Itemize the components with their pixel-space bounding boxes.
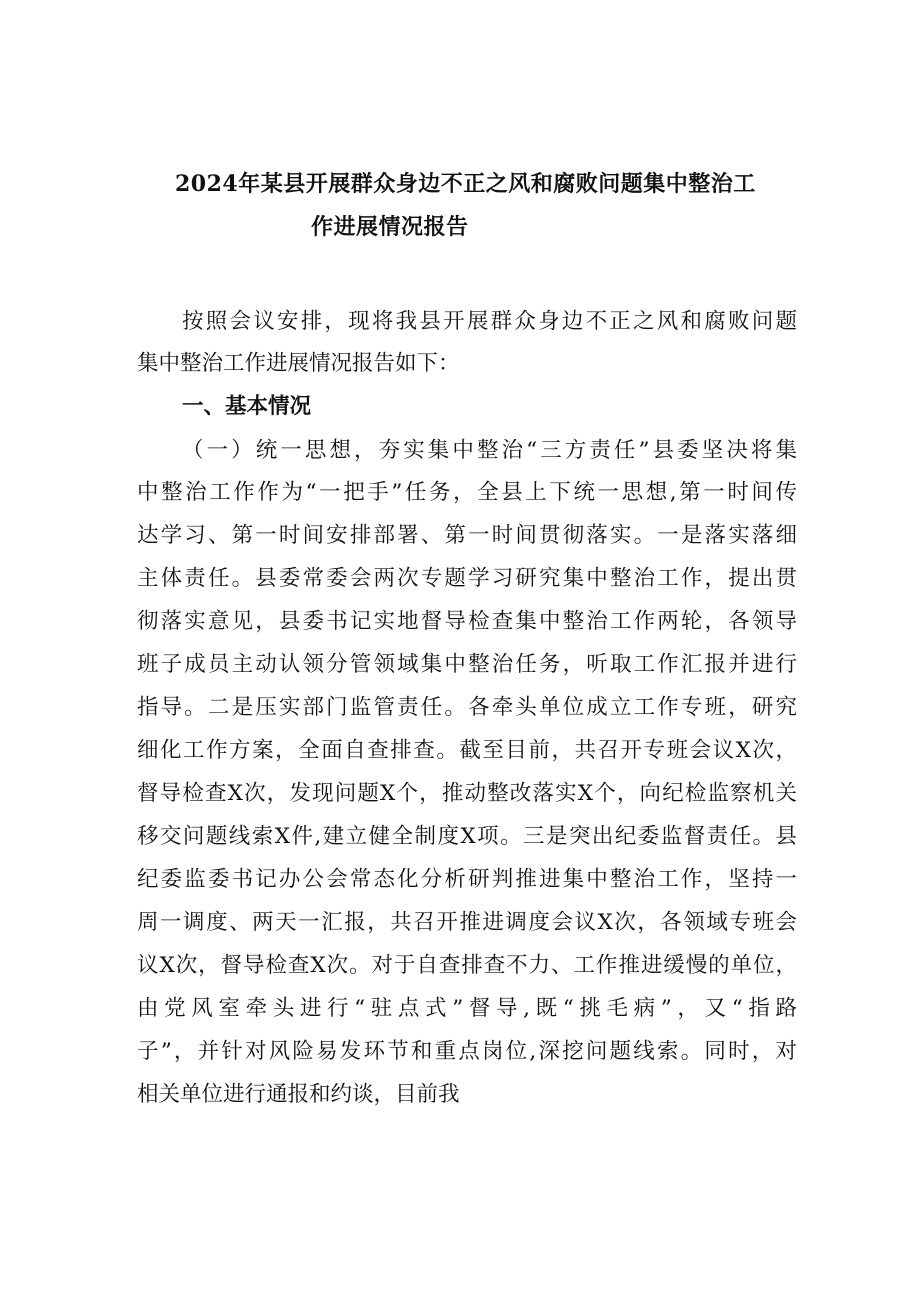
intro-paragraph-line: 集中整治工作进展情况报告如下：: [137, 351, 460, 376]
body-paragraph-line: 周一调度、两天一汇报，共召开推进调度会议X次，各领域专班会: [137, 910, 797, 935]
body-paragraph-line: 达学习、第一时间安排部署、第一时间贯彻落实。一是落实落细: [137, 523, 797, 548]
body-paragraph-line: 移交问题线索X件,建立健全制度X项。三是突出纪委监督责任。县: [137, 824, 797, 849]
document-title-line-2: 作进展情况报告: [311, 214, 469, 240]
intro-paragraph-line: 按照会议安排，现将我县开展群众身边不正之风和腐败问题: [182, 309, 797, 334]
body-paragraph-line: 议X次，督导检查X次。对于自查排查不力、工作推进缓慢的单位，: [137, 953, 797, 978]
body-paragraph-line: 班子成员主动认领分管领域集中整治任务，听取工作汇报并进行: [137, 652, 797, 677]
body-paragraph-line: 中整治工作作为“一把手”任务，全县上下统一思想,第一时间传: [137, 480, 797, 505]
section-heading: 一、基本情况: [182, 394, 312, 419]
body-paragraph-line: 督导检查X次，发现问题X个，推动整改落实X个，向纪检监察机关: [137, 781, 797, 806]
document-title-line-1: 2024年某县开展群众身边不正之风和腐败问题集中整治工: [175, 171, 756, 197]
body-paragraph-line: 指导。二是压实部门监管责任。各牵头单位成立工作专班，研究: [137, 695, 797, 720]
body-paragraph-line: 相关单位进行通报和约谈，目前我: [137, 1082, 460, 1107]
body-paragraph-line: 主体责任。县委常委会两次专题学习研究集中整治工作，提出贯: [137, 566, 797, 591]
body-paragraph-line: 彻落实意见，县委书记实地督导检查集中整治工作两轮，各领导: [137, 609, 797, 634]
body-paragraph-line: 细化工作方案，全面自查排查。截至目前，共召开专班会议X次，: [137, 738, 797, 763]
body-paragraph-line: （一）统一思想，夯实集中整治“三方责任”县委坚决将集: [182, 438, 797, 463]
body-paragraph-line: 子”，并针对风险易发环节和重点岗位,深挖问题线索。同时，对: [137, 1039, 797, 1064]
body-paragraph-line: 由党风室牵头进行“驻点式”督导,既“挑毛病”，又“指路: [137, 996, 797, 1021]
body-paragraph-line: 纪委监委书记办公会常态化分析研判推进集中整治工作，坚持一: [137, 867, 797, 892]
